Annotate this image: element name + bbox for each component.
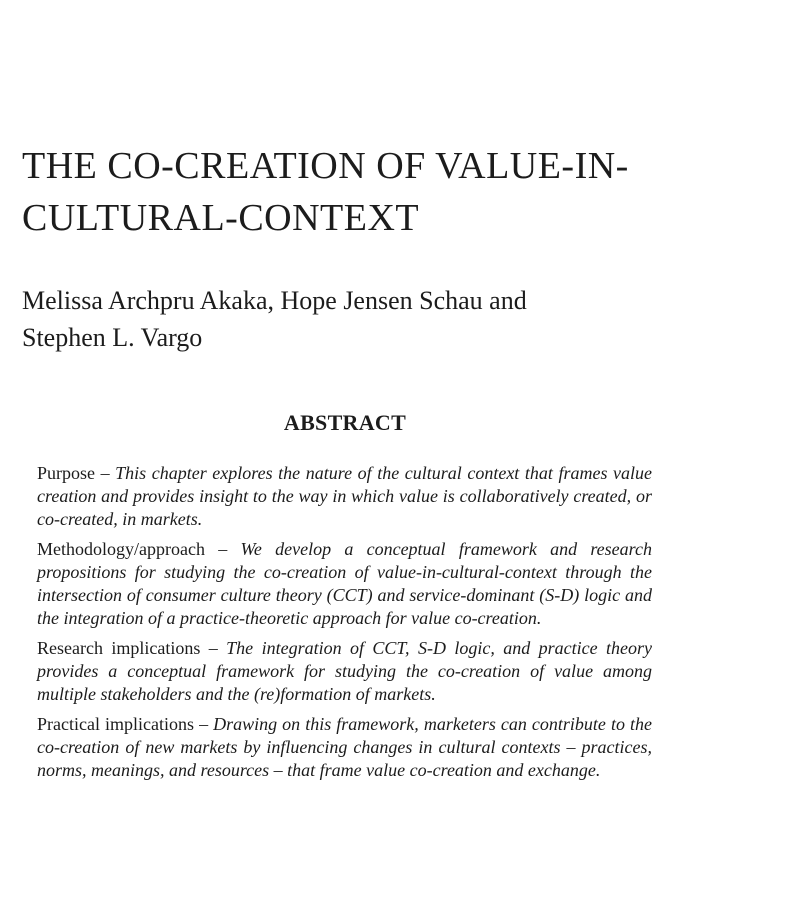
abstract-section-methodology	[37, 538, 652, 630]
section-text: Drawing on this framework, marketers can contribute to the co-creation of new markets by influencing changes in cultural contexts – practices, norms, meanings, and resources – that frame value co-creation and exchange.	[37, 714, 652, 780]
author-list	[22, 282, 762, 356]
abstract-section-practical-implications	[37, 713, 652, 782]
section-dash: –	[194, 714, 214, 734]
section-dash: –	[204, 539, 241, 559]
section-label: Practical implications	[37, 714, 195, 734]
chapter-title-line-1: THE CO-CREATION OF VALUE-IN-	[22, 145, 629, 187]
chapter-title-line-2: CULTURAL-CONTEXT	[22, 197, 420, 239]
abstract-section-purpose	[37, 462, 652, 531]
chapter-title	[22, 140, 762, 244]
section-text: This chapter explores the nature of the cultural context that frames value creation and provides insight to the way in which value is collaboratively created, or co-created, in markets.	[37, 463, 653, 529]
author-line-1: Melissa Archpru Akaka, Hope Jensen Schau and	[22, 286, 527, 315]
section-dash: –	[95, 463, 116, 483]
author-line-2: Stephen L. Vargo	[22, 323, 203, 352]
abstract-section-research-implications	[37, 637, 652, 706]
section-dash: –	[200, 638, 227, 658]
abstract-body	[37, 462, 652, 789]
section-label: Research implications	[37, 638, 201, 658]
abstract-heading: ABSTRACT	[283, 410, 407, 435]
section-text: The integration of CCT, S-D logic, and practice theory provides a conceptual framework for studying the co-creation of value among multiple stakeholders and the (re)formation of markets.	[37, 638, 653, 704]
section-label: Purpose	[37, 463, 95, 483]
section-label: Methodology/approach	[37, 539, 205, 559]
section-text: We develop a conceptual framework and research propositions for studying the co-creation of value-in-cultural-context through the intersection of consumer culture theory (CCT) and service-dominant (S-D) logic and the integration of a practice-theoretic approach for value co-creation.	[37, 539, 652, 628]
